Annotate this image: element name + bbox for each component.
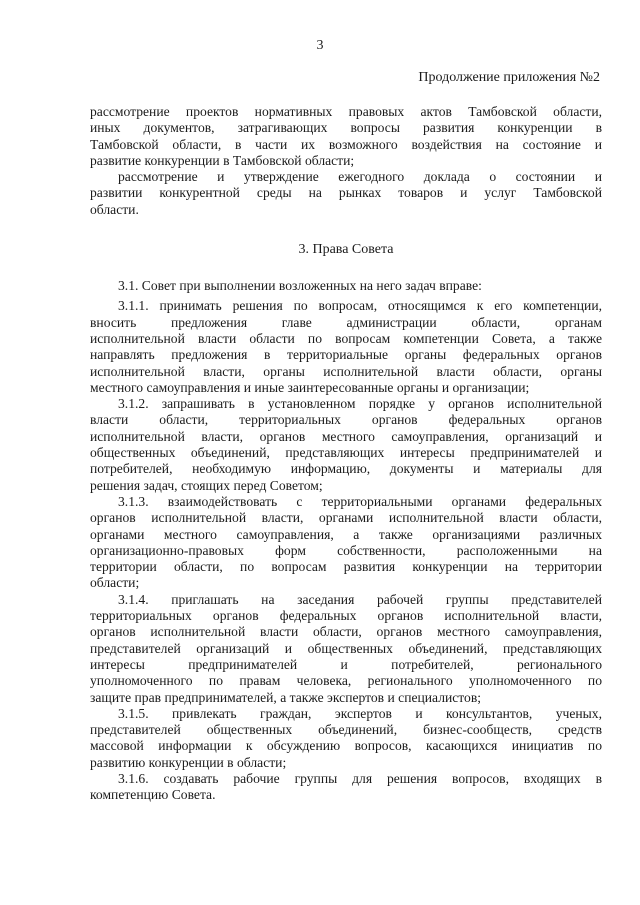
text-line: органов исполнительной власти области, органов местного самоуправления, xyxy=(90,624,602,640)
intro-text xyxy=(90,104,602,218)
text-line: представителей организаций и общественных объединений, представляющих xyxy=(90,640,602,656)
text-line: решения задач, стоящих перед Советом; xyxy=(90,477,323,493)
text-line: исполнительной власти области по вопросам компетенции Совета, а также xyxy=(90,330,602,346)
paragraph xyxy=(90,494,602,592)
text-line: представителей общественных объединений, бизнес-сообществ, средств xyxy=(90,722,602,738)
text-line: защите прав предпринимателей, а также экспертов и специалистов; xyxy=(90,689,482,705)
paragraph xyxy=(90,771,602,804)
text-line: 3.1.3. взаимодействовать с территориальными органами федеральных xyxy=(118,493,602,509)
text-line: территории области, по вопросам развития конкуренции на территории xyxy=(90,559,602,575)
text-line: компетенцию Совета. xyxy=(90,787,216,803)
appendix-note: Продолжение приложения №2 xyxy=(418,70,600,85)
paragraph xyxy=(90,298,602,396)
text-line: органами местного самоуправления, а также организациями различных xyxy=(90,526,602,542)
text-line: области; xyxy=(90,575,140,591)
text-line: вносить предложения главе администрации области, органам xyxy=(90,314,602,330)
text-line: развитие конкуренции в Тамбовской области; xyxy=(90,152,355,168)
text-line: органов исполнительной власти, органами исполнительной власти области, xyxy=(90,510,602,526)
text-line: массовой информации к обсуждению вопросов, касающихся инициатив по xyxy=(90,738,602,754)
text-line: 3.1.1. принимать решения по вопросам, относящимся к его компетенции, xyxy=(118,298,602,314)
text-line: рассмотрение и утверждение ежегодного доклада о состоянии и xyxy=(118,169,602,185)
text-line: 3.1.2. запрашивать в установленном порядке у органов исполнительной xyxy=(118,396,602,412)
text-line: 3.1.4. приглашать на заседания рабочей группы представителей xyxy=(118,591,602,607)
text-line: исполнительной власти, органы исполнительной власти области, органы xyxy=(90,363,602,379)
text-line: интересы предпринимателей и потребителей, регионального xyxy=(90,656,602,672)
paragraph xyxy=(90,278,602,294)
section-paragraphs xyxy=(90,278,602,804)
text-line: общественных объединений, представляющих интересы предпринимателей и xyxy=(90,445,602,461)
text-line: иных документов, затрагивающих вопросы развития конкуренции в xyxy=(90,120,602,136)
page-number: 3 xyxy=(316,38,324,53)
text-line: 3.1. Совет при выполнении возложенных на него задач вправе: xyxy=(118,278,482,294)
text-line: Тамбовской области, в части их возможного воздействия на состояние и xyxy=(90,136,602,152)
text-line: развитии конкурентной среды на рынках товаров и услуг Тамбовской xyxy=(90,185,602,201)
text-line: 3.1.5. привлекать граждан, экспертов и консультантов, ученых, xyxy=(118,705,602,721)
text-line: направлять предложения в территориальные органы федеральных органов xyxy=(90,347,602,363)
text-line: области. xyxy=(90,201,139,217)
paragraph xyxy=(90,592,602,706)
document-body xyxy=(90,104,602,804)
text-line: исполнительной власти, органов местного самоуправления, организаций и xyxy=(90,428,602,444)
text-line: развитию конкуренции в области; xyxy=(90,754,287,770)
text-line: потребителей, необходимую информацию, документы и материалы для xyxy=(90,461,602,477)
text-line: рассмотрение проектов нормативных правовых актов Тамбовской области, xyxy=(90,104,602,119)
text-line: организационно-правовых форм собственности, расположенными на xyxy=(90,542,602,558)
text-line: территориальных органов федеральных органов исполнительной власти, xyxy=(90,608,602,624)
section-title: 3. Права Совета xyxy=(298,242,394,258)
text-line: местного самоуправления и иные заинтересованные органы и организации; xyxy=(90,379,530,395)
paragraph xyxy=(90,396,602,494)
paragraph xyxy=(90,706,602,771)
text-line: 3.1.6. создавать рабочие группы для решения вопросов, входящих в xyxy=(118,770,602,786)
text-line: власти области, территориальных органов федеральных органов xyxy=(90,412,602,428)
text-line: уполномоченного по правам человека, регионального уполномоченного по xyxy=(90,673,602,689)
